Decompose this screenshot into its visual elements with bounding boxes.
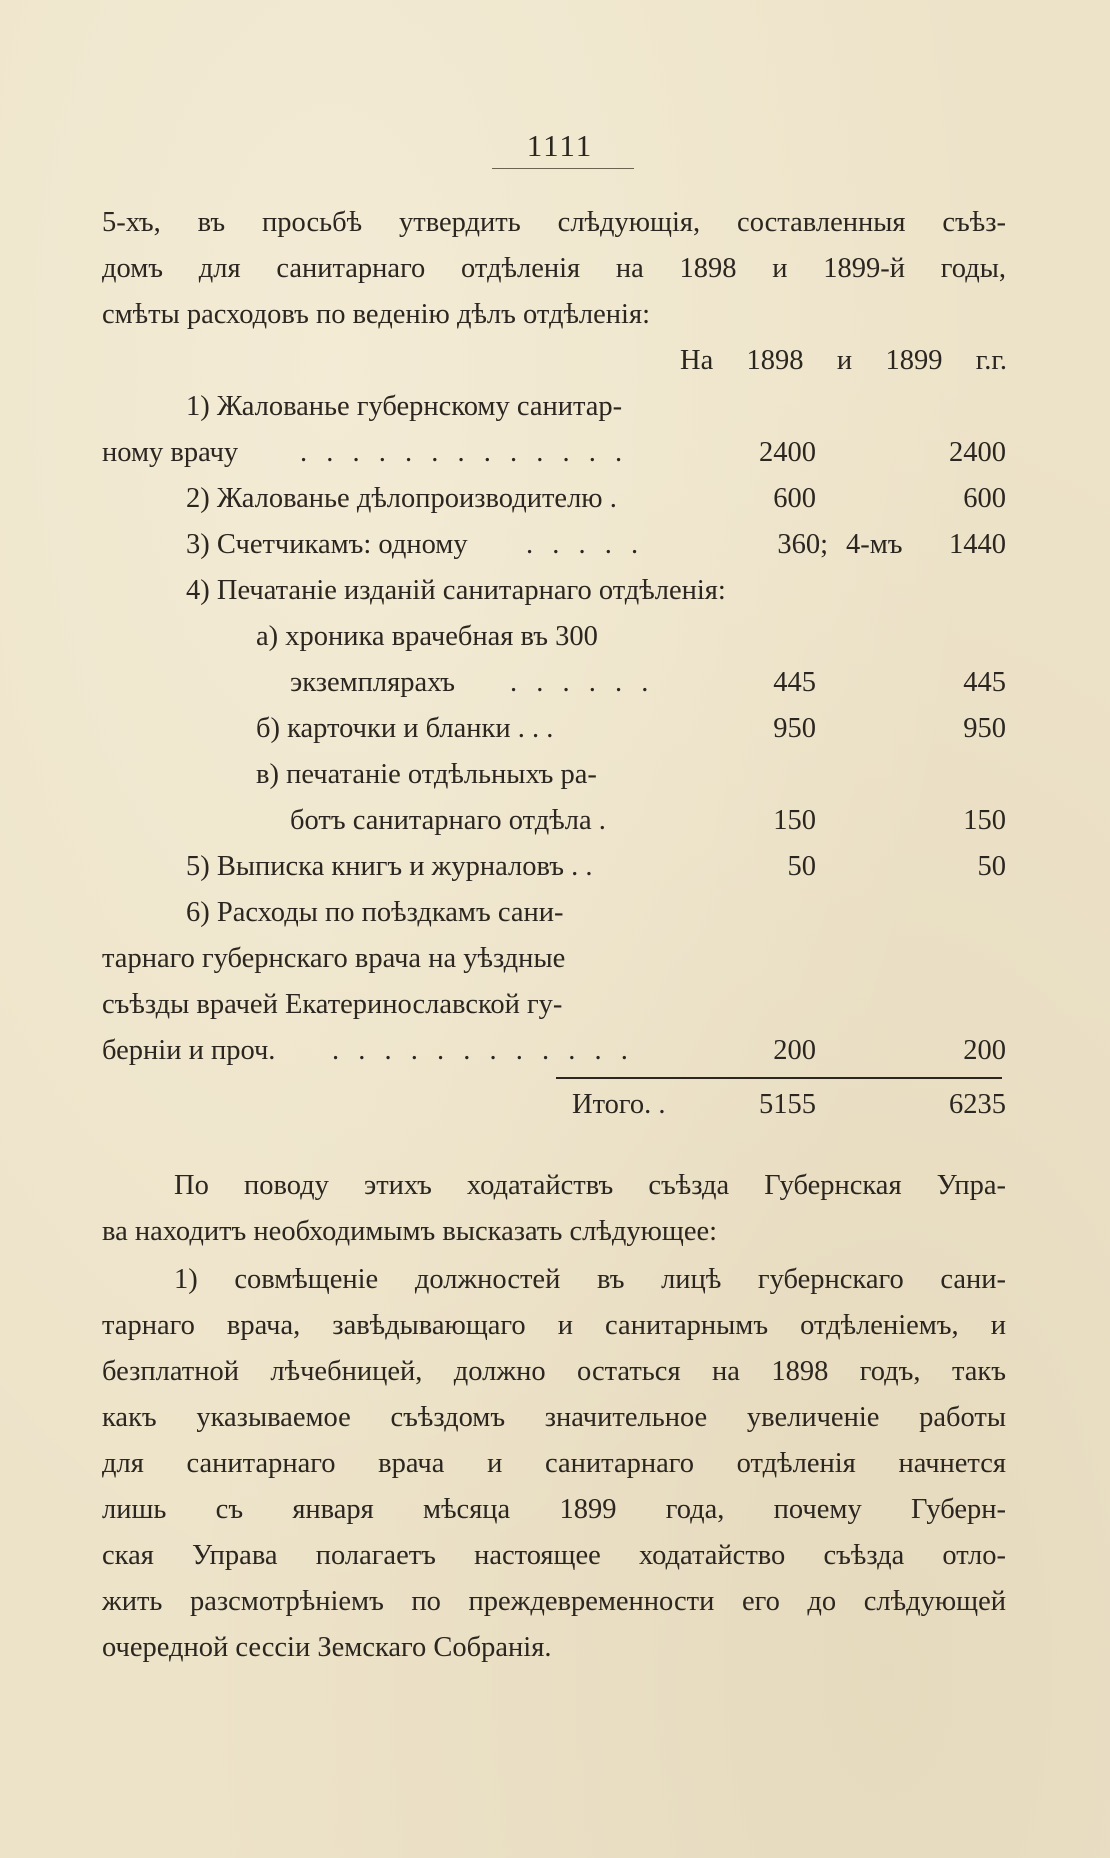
item-label-cont: берніи и проч. (102, 1035, 276, 1066)
total-1898: 5155 (759, 1089, 816, 1120)
item-label-cont: ному врачу (102, 437, 239, 468)
table-row (0, 706, 1110, 752)
value-1898: 600 (773, 483, 816, 514)
text-line: безплатной лѣчебницей, должно остаться на 1898 годъ, такъ (102, 1356, 1006, 1387)
paragraph-2 (102, 1163, 1006, 1255)
item-label-cont: экземплярахъ (290, 667, 456, 698)
table-row (0, 890, 1110, 1074)
item-label: 2) Жалованье дѣлопроизводителю . (186, 483, 617, 514)
value-1898: 50 (787, 851, 816, 882)
item-label: в) печатаніе отдѣльныхъ ра- (256, 759, 597, 790)
value-1899: 1440 (949, 529, 1006, 560)
total-row (0, 1082, 1110, 1128)
text-line: ская Управа полагаетъ настоящее ходатайство съѣзда отло- (102, 1540, 1006, 1571)
value-1899: 50 (977, 851, 1006, 882)
intro-paragraph (102, 200, 1006, 338)
text-line: какъ указываемое съѣздомъ значительное увеличеніе работы (102, 1402, 1006, 1433)
text-line: По поводу этихъ ходатайствъ съѣзда Губернская Упра- (174, 1170, 1006, 1201)
item-label: 1) Жалованье губернскому санитар- (186, 391, 623, 422)
table-row (0, 752, 1110, 844)
item-label: а) хроника врачебная въ 300 (256, 621, 598, 652)
table-row (0, 614, 1110, 706)
value-1899: 2400 (949, 437, 1006, 468)
leader-dots: . . . . . (526, 529, 645, 560)
page-number: 1111 (526, 128, 594, 163)
text-line: очередной сессіи Земскаго Собранія. (102, 1632, 552, 1663)
text-line: лишь съ января мѣсяца 1899 года, почему Губерн- (102, 1494, 1006, 1525)
item-label-cont: тарнаго губернскаго врача на уѣздные (102, 943, 566, 974)
table-row (0, 844, 1110, 890)
table-header: На 1898 и 1899 г.г. (680, 345, 1007, 376)
value-1899: 600 (963, 483, 1006, 514)
text-line: жить разсмотрѣніемъ по преждевременности его до слѣдующей (102, 1586, 1006, 1617)
value-1899: 950 (963, 713, 1006, 744)
value-1899: 200 (963, 1035, 1006, 1066)
value-1898: 950 (773, 713, 816, 744)
value-1899-prefix: 4-мъ (846, 529, 903, 560)
leader-dots: . . . . . . . . . . . . (332, 1035, 634, 1066)
text-line: тарнаго врача, завѣдывающаго и санитарнымъ отдѣленіемъ, и (102, 1310, 1006, 1341)
text-line: домъ для санитарнаго отдѣленія на 1898 и 1899-й годы, (102, 253, 1006, 284)
item-label: 5) Выписка книгъ и журналовъ . . (186, 851, 593, 882)
total-rule (556, 1077, 1002, 1079)
table-row (0, 568, 1110, 614)
item-label: 3) Счетчикамъ: одному (186, 529, 468, 560)
value-1898: 2400 (759, 437, 816, 468)
text-line: ва находитъ необходимымъ высказать слѣдующее: (102, 1216, 718, 1247)
paragraph-3 (102, 1257, 1006, 1671)
item-label-cont: ботъ санитарнаго отдѣла . (290, 805, 606, 836)
value-1898: 360; (777, 529, 828, 560)
text-line: смѣты расходовъ по веденію дѣлъ отдѣленія: (102, 299, 650, 330)
item-label: б) карточки и бланки . . . (256, 713, 554, 744)
table-row (0, 384, 1110, 476)
item-label: 6) Расходы по поѣздкамъ сани- (186, 897, 564, 928)
value-1898: 445 (773, 667, 816, 698)
table-row (0, 522, 1110, 568)
item-label: 4) Печатаніе изданій санитарнаго отдѣленія: (186, 575, 726, 606)
value-1899: 150 (963, 805, 1006, 836)
text-line: 1) совмѣщеніе должностей въ лицѣ губернскаго сани- (174, 1264, 1006, 1295)
total-1899: 6235 (949, 1089, 1006, 1120)
value-1898: 200 (773, 1035, 816, 1066)
table-row (0, 476, 1110, 522)
text-line: 5-хъ, въ просьбѣ утвердить слѣдующія, составленныя съѣз- (102, 207, 1006, 238)
item-label-cont: съѣзды врачей Екатеринославской гу- (102, 989, 563, 1020)
text-line: для санитарнаго врача и санитарнаго отдѣленія начнется (102, 1448, 1006, 1479)
leader-dots: . . . . . . (510, 667, 655, 698)
value-1899: 445 (963, 667, 1006, 698)
leader-dots: . . . . . . . . . . . . . (300, 437, 629, 468)
page-number-rule (492, 168, 634, 169)
total-label: Итого. . (572, 1089, 666, 1120)
value-1898: 150 (773, 805, 816, 836)
